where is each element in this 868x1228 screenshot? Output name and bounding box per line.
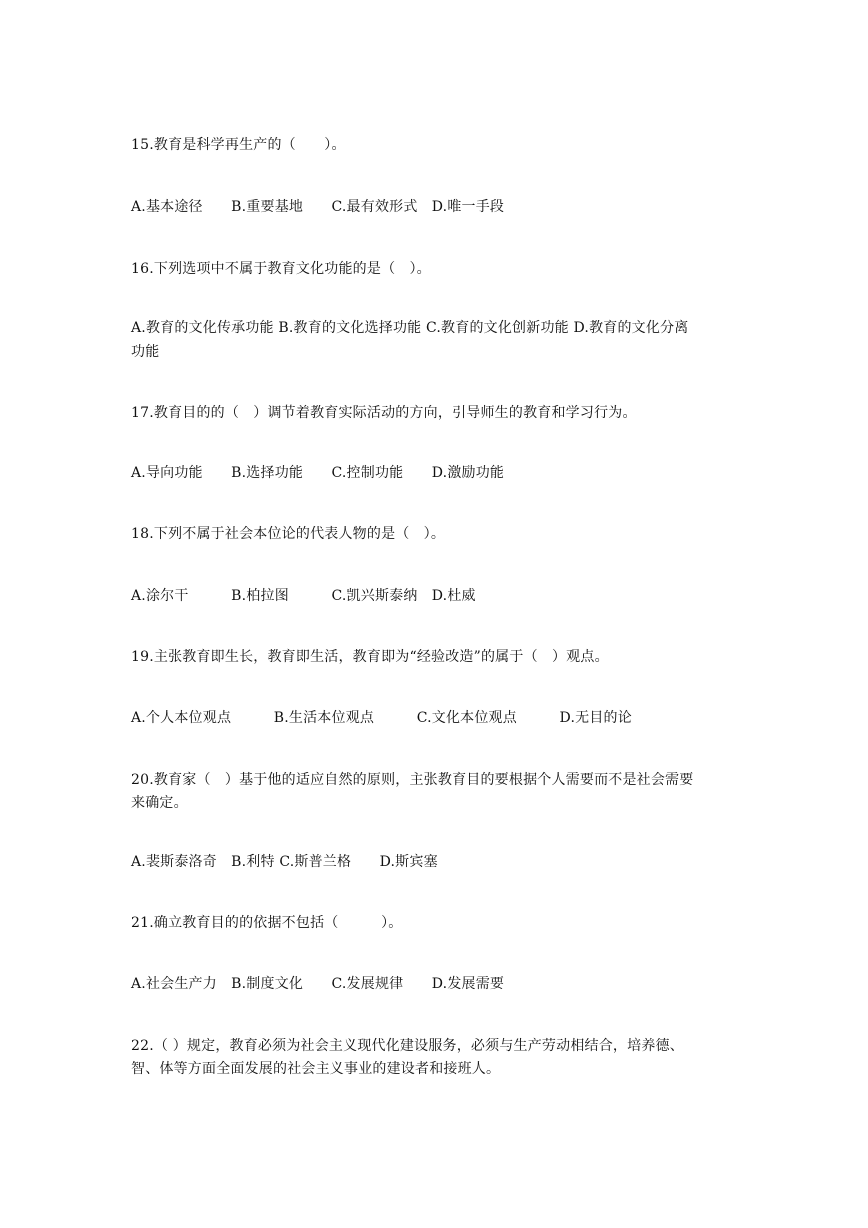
question-20-stem-line1: 20.教育家（ ）基于他的适应自然的原则，主张教育目的要根据个人需要而不是社会需要 <box>131 772 694 788</box>
question-17-stem: 17.教育目的的（ ）调节着教育实际活动的方向，引导师生的教育和学习行为。 <box>131 405 637 421</box>
question-17-options: A.导向功能 B.选择功能 C.控制功能 D.激励功能 <box>131 465 505 481</box>
question-16-options-line2: 功能 <box>131 344 160 360</box>
question-20-options: A.裴斯泰洛奇 B.利特 C.斯普兰格 D.斯宾塞 <box>131 854 438 870</box>
question-18-stem: 18.下列不属于社会本位论的代表人物的是（ ）。 <box>131 526 446 542</box>
question-16-options-line1: A.教育的文化传承功能 B.教育的文化选择功能 C.教育的文化创新功能 D.教育的文化分离 <box>131 320 689 336</box>
question-15-stem: 15.教育是科学再生产的（ ）。 <box>131 137 346 153</box>
question-16-stem: 16.下列选项中不属于教育文化功能的是（ ）。 <box>131 261 431 277</box>
question-22-stem-line2: 智、体等方面全面发展的社会主义事业的建设者和接班人。 <box>131 1061 501 1077</box>
question-21-stem: 21.确立教育目的的依据不包括（ ）。 <box>131 915 403 931</box>
question-15-options: A.基本途径 B.重要基地 C.最有效形式 D.唯一手段 <box>131 199 505 215</box>
question-21-options: A.社会生产力 B.制度文化 C.发展规律 D.发展需要 <box>131 976 505 992</box>
question-19-stem: 19.主张教育即生长，教育即生活，教育即为“经验改造”的属于（ ）观点。 <box>131 649 609 665</box>
question-19-options: A.个人本位观点 B.生活本位观点 C.文化本位观点 D.无目的论 <box>131 710 632 726</box>
question-22-stem-line1: 22.（ ）规定，教育必须为社会主义现代化建设服务，必须与生产劳动相结合，培养德、 <box>131 1038 684 1054</box>
question-20-stem-line2: 来确定。 <box>131 795 188 811</box>
question-18-options: A.涂尔干 B.柏拉图 C.凯兴斯泰纳 D.杜威 <box>131 588 476 604</box>
